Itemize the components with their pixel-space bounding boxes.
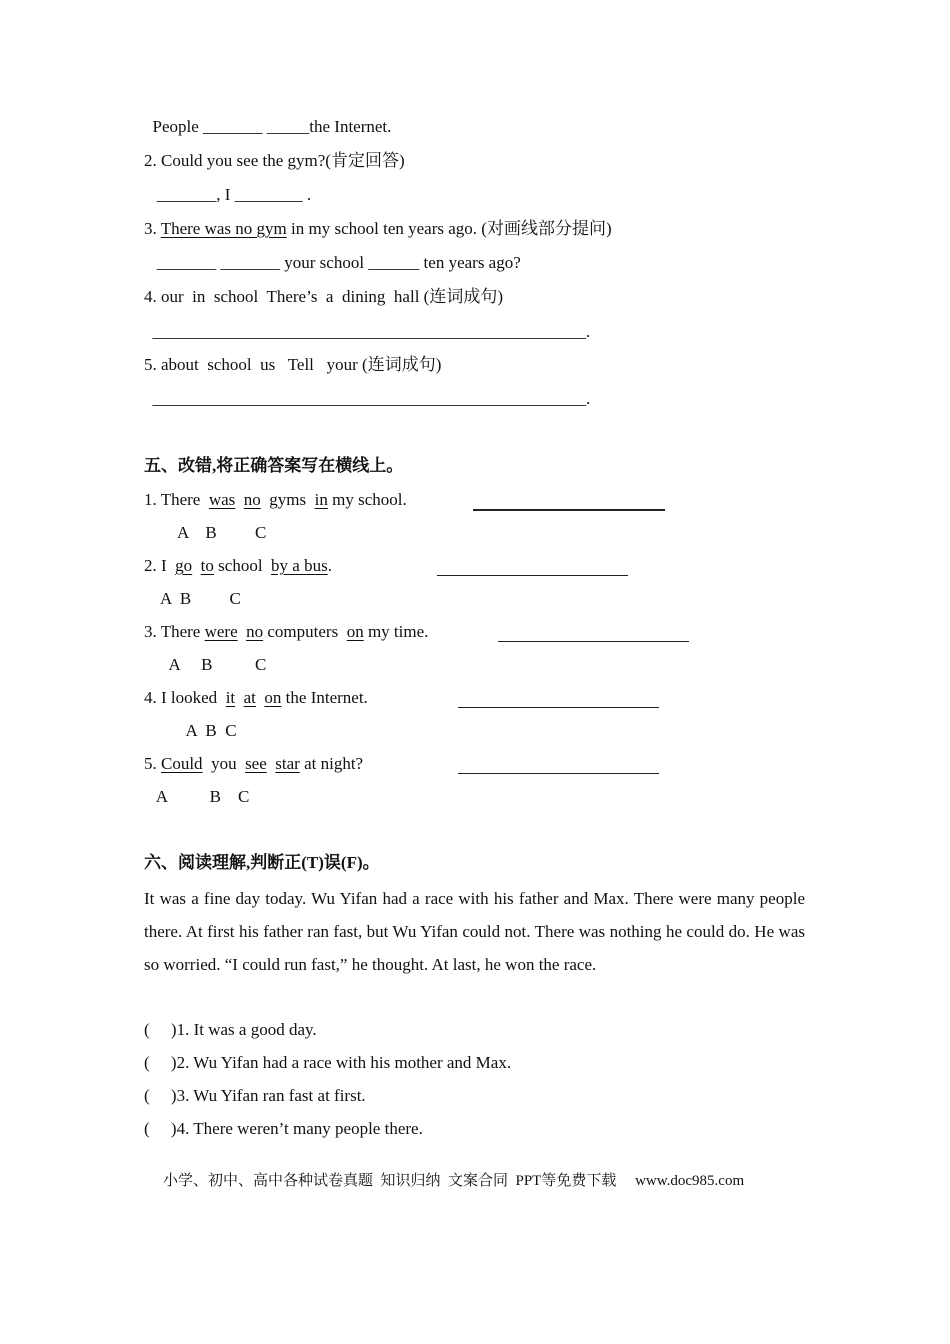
correction-blank-4[interactable] xyxy=(458,707,659,708)
text-segment: gyms xyxy=(260,490,315,509)
correction-item-2 xyxy=(144,556,332,576)
text-segment: _______ _______ your school ______ ten years ago? xyxy=(144,253,521,272)
text-segment: ___________________________________________________. xyxy=(144,389,591,408)
underlined-text: see xyxy=(245,754,267,773)
text-segment xyxy=(267,754,276,773)
text-segment xyxy=(238,622,247,641)
text-segment: People _______ _____the Internet. xyxy=(144,117,392,136)
correction-item-3 xyxy=(144,622,428,642)
text-segment: A B C xyxy=(144,787,250,806)
question-5 xyxy=(144,355,441,375)
text-segment: _______, I ________ . xyxy=(144,185,312,204)
text-segment: my school. xyxy=(327,490,407,509)
text-segment: you xyxy=(202,754,246,773)
correction-item-4 xyxy=(144,688,368,708)
text-segment: A B C xyxy=(144,655,267,674)
text-segment xyxy=(235,688,244,707)
tf-item-3 xyxy=(144,1086,366,1106)
underlined-text: no xyxy=(246,622,264,641)
tf-item-2 xyxy=(144,1053,511,1073)
text-segment: ( )2. Wu Yifan had a race with his mother and Max. xyxy=(144,1053,512,1072)
underlined-text: in xyxy=(314,490,328,509)
q2-answer-line xyxy=(144,185,311,205)
q1-answer-line xyxy=(144,117,391,137)
text-segment: my time. xyxy=(363,622,429,641)
text-segment: A B C xyxy=(144,589,241,608)
correction-blank-3[interactable] xyxy=(498,641,689,642)
text-segment: ___________________________________________________. xyxy=(144,322,591,341)
text-segment xyxy=(192,556,201,575)
text-segment: 六、阅读理解,判断正(T)误(F)。 xyxy=(144,853,380,872)
underlined-text: on xyxy=(346,622,364,641)
reading-passage: It was a fine day today. Wu Yifan had a race with his father and Max. There were many people there. At first his father ran fast, but Wu Yifan could not. There was nothing he could do. He was so worried. “I could run fast,” he thought. At last, he won the race. xyxy=(144,889,805,974)
option-letters-3 xyxy=(144,655,266,675)
text-segment: at night? xyxy=(299,754,364,773)
text-segment: 1. There xyxy=(144,490,209,509)
text-segment: . xyxy=(327,556,332,575)
text-segment: 五、改错,将正确答案写在横线上。 xyxy=(144,456,404,475)
q4-answer-line xyxy=(144,322,590,342)
text-segment: A B C xyxy=(144,721,237,740)
underlined-text: it xyxy=(225,688,236,707)
tf-item-1 xyxy=(144,1020,317,1040)
underlined-text: on xyxy=(264,688,282,707)
text-segment: 3. There xyxy=(144,622,205,641)
underlined-text: were xyxy=(204,622,238,641)
question-4 xyxy=(144,287,503,307)
underlined-text: by a bus xyxy=(271,556,328,575)
text-segment: 4. I looked xyxy=(144,688,226,707)
text-segment: computers xyxy=(263,622,347,641)
text-segment: ( )3. Wu Yifan ran fast at first. xyxy=(144,1086,366,1105)
question-2 xyxy=(144,151,405,171)
text-segment: 5. xyxy=(144,754,161,773)
text-segment: 5. about school us Tell your (连词成句) xyxy=(144,355,442,374)
text-segment: A B C xyxy=(144,523,267,542)
correction-item-5 xyxy=(144,754,363,774)
q3-answer-line xyxy=(144,253,521,273)
text-segment: ( )4. There weren’t many people there. xyxy=(144,1119,423,1138)
underlined-text: star xyxy=(275,754,300,773)
correction-blank-1[interactable] xyxy=(473,509,665,511)
text-segment: 3. xyxy=(144,219,161,238)
question-3 xyxy=(144,219,612,239)
option-letters-2 xyxy=(144,589,241,609)
underlined-text: go xyxy=(175,556,193,575)
section-5-heading xyxy=(144,456,403,476)
option-letters-5 xyxy=(144,787,249,807)
correction-blank-2[interactable] xyxy=(437,575,628,576)
footer-text: 小学、初中、高中各种试卷真题 知识归纳 文案合同 PPT等免费下载 www.doc985.com xyxy=(163,1173,745,1189)
text-segment: school xyxy=(213,556,272,575)
underlined-text: no xyxy=(243,490,261,509)
correction-item-1 xyxy=(144,490,407,510)
underlined-text: at xyxy=(243,688,256,707)
option-letters-1 xyxy=(144,523,266,543)
q5-answer-line xyxy=(144,389,590,409)
text-segment: the Internet. xyxy=(281,688,368,707)
underlined-text: to xyxy=(200,556,214,575)
underlined-text: was xyxy=(208,490,236,509)
text-segment xyxy=(235,490,244,509)
text-segment: 4. our in school There’s a dining hall (连词成句) xyxy=(144,287,503,306)
underlined-text: Could xyxy=(161,754,203,773)
section-6-heading xyxy=(144,853,380,873)
correction-blank-5[interactable] xyxy=(458,773,659,774)
tf-item-4 xyxy=(144,1119,423,1139)
text-segment: 2. I xyxy=(144,556,176,575)
underlined-text: There was no gym xyxy=(160,219,287,238)
text-segment: ( )1. It was a good day. xyxy=(144,1020,317,1039)
option-letters-4 xyxy=(144,721,237,741)
text-segment: 2. Could you see the gym?(肯定回答) xyxy=(144,151,405,170)
text-segment: in my school ten years ago. (对画线部分提问) xyxy=(286,219,612,238)
